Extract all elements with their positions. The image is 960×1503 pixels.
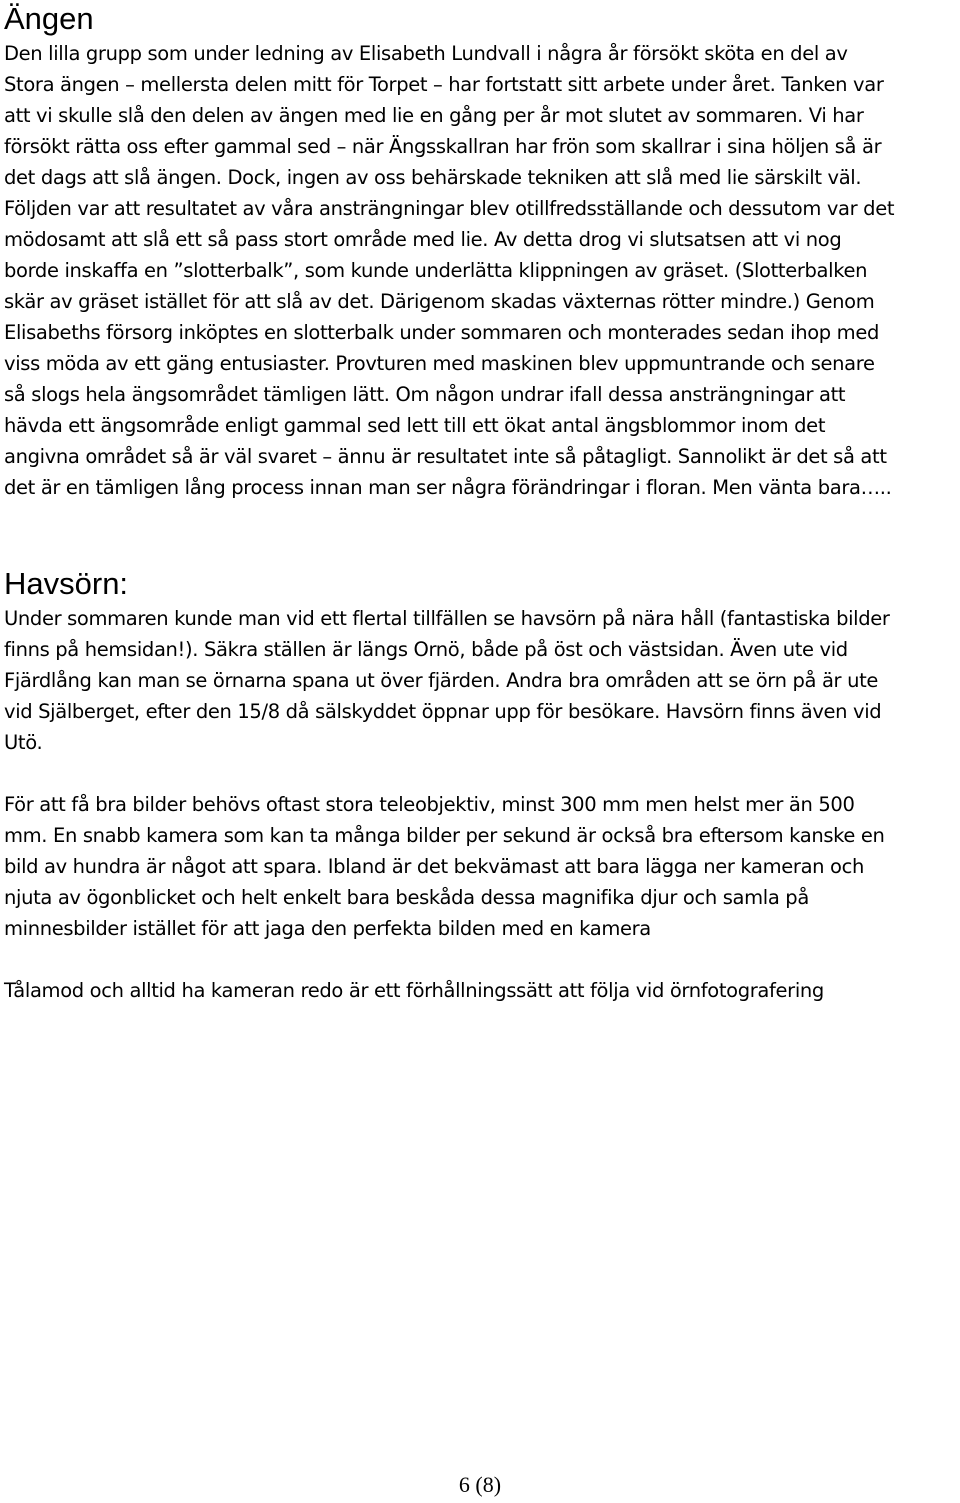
- text-line: Stora ängen – mellersta delen mitt för Torpet – har fortstatt sitt arbete under året. Tanken var: [4, 73, 884, 96]
- text-line: Den lilla grupp som under ledning av Elisabeth Lundvall i några år försökt sköta en del av: [4, 42, 848, 65]
- text-line: Under sommaren kunde man vid ett flertal tillfällen se havsörn på nära håll (fantastiska bilder: [4, 607, 890, 630]
- text-line: skär av gräset istället för att slå av det. Därigenom skadas växternas rötter mindre.) Genom: [4, 290, 875, 313]
- text-line: minnesbilder istället för att jaga den perfekta bilden med en kamera: [4, 917, 651, 940]
- text-line: hävda ett ängsområde enligt gammal sed lett till ett ökat antal ängsblommor inom det: [4, 414, 826, 437]
- text-line: För att få bra bilder behövs oftast stora teleobjektiv, minst 300 mm men helst mer än 500: [4, 793, 855, 816]
- page-number: 6 (8): [458, 1472, 502, 1497]
- text-line: viss möda av ett gäng entusiaster. Provturen med maskinen blev uppmuntrande och senare: [4, 352, 875, 375]
- text-line: vid Själberget, efter den 15/8 då sälskyddet öppnar upp för besökare. Havsörn finns även vid: [4, 700, 882, 723]
- section-heading-angen: Ängen: [4, 1, 94, 36]
- paragraph-havsorn-sightings: [4, 603, 952, 758]
- text-line: Följden var att resultatet av våra ansträngningar blev otillfredsställande och dessutom var det: [4, 197, 895, 220]
- text-line: finns på hemsidan!). Säkra ställen är längs Ornö, både på öst och västsidan. Även ute vid: [4, 638, 848, 661]
- text-line: så slogs hela ängsområdet tämligen lätt. Om någon undrar ifall dessa ansträngningar att: [4, 383, 846, 406]
- paragraph-havsorn-patience: [4, 975, 952, 1006]
- text-line: Utö.: [4, 731, 43, 754]
- text-line: det dags att slå ängen. Dock, ingen av oss behärskade tekniken att slå med lie särskilt väl.: [4, 166, 862, 189]
- text-line: mödosamt att slå ett så pass stort område med lie. Av detta drog vi slutsatsen att vi nog: [4, 228, 842, 251]
- text-line: det är en tämligen lång process innan man ser några förändringar i floran. Men vänta bara…..: [4, 476, 892, 499]
- text-line: Tålamod och alltid ha kameran redo är ett förhållningssätt att följa vid örnfotografering: [4, 979, 824, 1002]
- text-line: Elisabeths försorg inköptes en slotterbalk under sommaren och monterades sedan ihop med: [4, 321, 880, 344]
- text-line: försökt rätta oss efter gammal sed – när Ängsskallran har frön som skallrar i sina höljen så är: [4, 135, 882, 158]
- text-line: bild av hundra är något att spara. Ibland är det bekvämast att bara lägga ner kameran och: [4, 855, 864, 878]
- text-line: borde inskaffa en ”slotterbalk”, som kunde underlätta klippningen av gräset. (Slotterbalken: [4, 259, 868, 282]
- text-line: njuta av ögonblicket och helt enkelt bara beskåda dessa magnifika djur och samla på: [4, 886, 809, 909]
- text-line: att vi skulle slå den delen av ängen med lie en gång per år mot slutet av sommaren. Vi har: [4, 104, 864, 127]
- text-line: mm. En snabb kamera som kan ta många bilder per sekund är också bra eftersom kanske en: [4, 824, 885, 847]
- paragraph-havsorn-photography: [4, 789, 952, 944]
- paragraph-angen: [4, 38, 952, 503]
- text-line: Fjärdlång kan man se örnarna spana ut över fjärden. Andra bra områden att se örn på är ute: [4, 669, 879, 692]
- text-line: angivna området så är väl svaret – ännu är resultatet inte så påtagligt. Sannolikt är det så att: [4, 445, 887, 468]
- section-heading-havsorn: Havsörn:: [4, 566, 129, 601]
